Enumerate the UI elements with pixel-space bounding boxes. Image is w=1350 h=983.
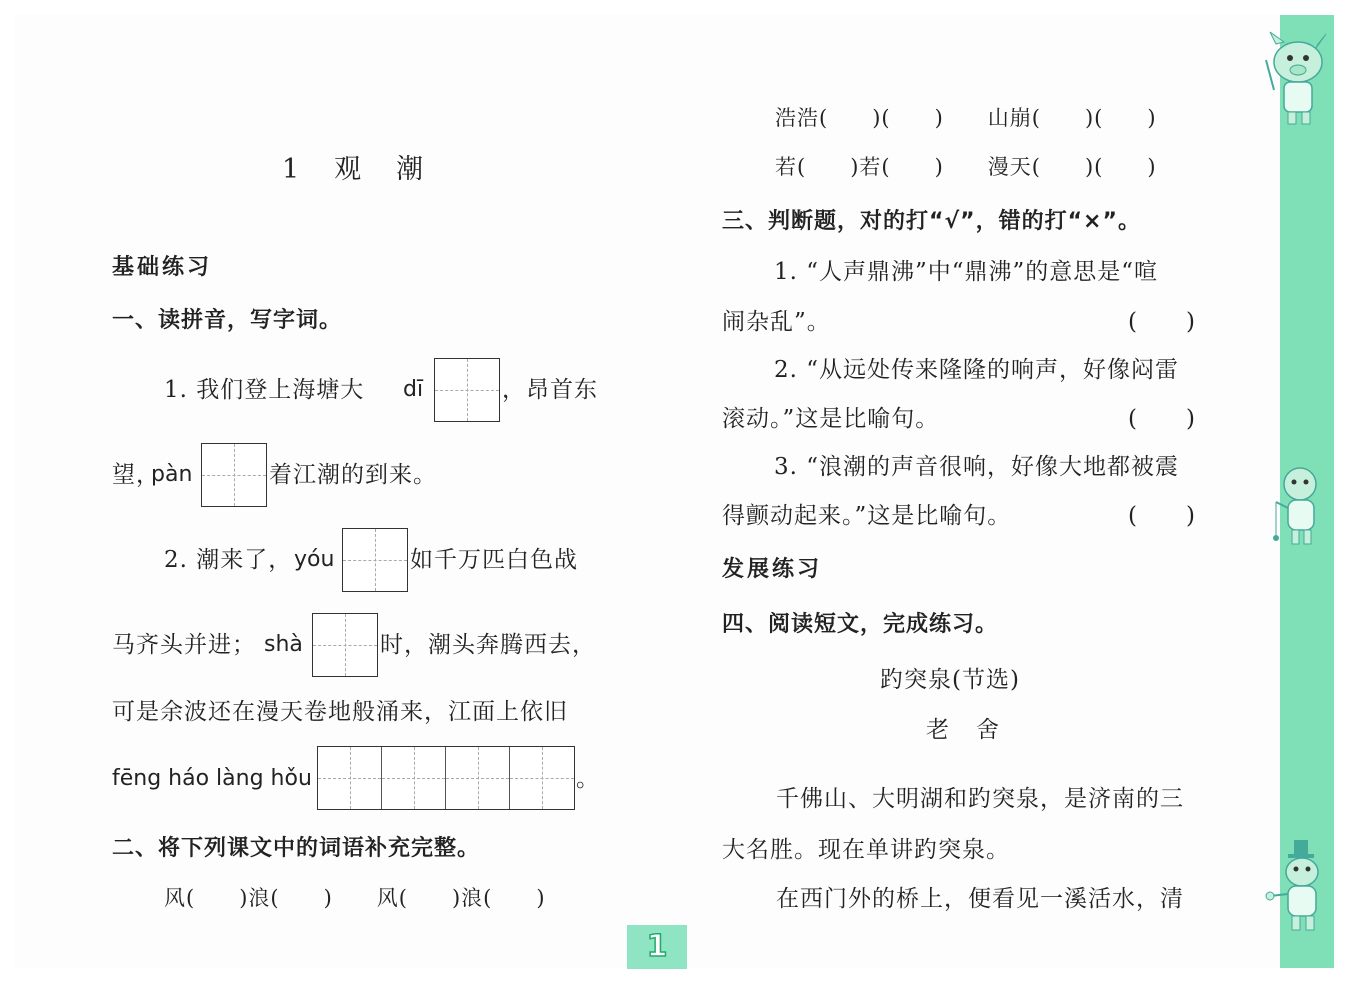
- write-box-sha[interactable]: [312, 613, 378, 677]
- q2-row3[interactable]: 若( )若( ) 漫天( )( ): [775, 155, 1157, 179]
- q2-row2[interactable]: 浩浩( )( ) 山崩( )( ): [775, 106, 1157, 130]
- q1-item2-text-d: 时，潮头奔腾西去，: [380, 632, 596, 658]
- q3-s3-answer[interactable]: ( ): [1128, 503, 1196, 529]
- pig-mascot-icon: [1256, 30, 1336, 130]
- article-author: 老 舍: [926, 717, 1001, 743]
- q3-s2-line2: 滚动。”这是比喻句。: [722, 406, 940, 432]
- q1-item1-text: 1. 我们登上海塘大: [164, 377, 365, 403]
- lesson-title: 1 观 潮: [282, 154, 428, 185]
- q1-item2-text: 2. 潮来了，: [164, 547, 293, 573]
- q3-s3-line2: 得颤动起来。”这是比喻句。: [722, 503, 1012, 529]
- q3-s3-line1: 3. “浪潮的声音很响，好像大地都被震: [774, 454, 1180, 480]
- q3-s1-answer[interactable]: ( ): [1128, 309, 1196, 335]
- pinyin-sha: shà: [264, 632, 303, 657]
- q1-heading: 一、读拼音，写字词。: [112, 308, 343, 333]
- article-p1-line2: 大名胜。现在单讲趵突泉。: [722, 837, 1010, 863]
- article-p1-line1: 千佛山、大明湖和趵突泉，是济南的三: [776, 786, 1184, 812]
- q3-s2-answer[interactable]: ( ): [1128, 406, 1196, 432]
- pinyin-you: yóu: [294, 547, 335, 572]
- write-box-fenghaolanghou[interactable]: [317, 746, 575, 810]
- q3-s1-line1: 1. “人声鼎沸”中“鼎沸”的意思是“喧: [774, 259, 1159, 285]
- q1-item2-text-f: 。: [576, 766, 600, 792]
- q1-item2-text-e: 可是余波还在漫天卷地般涌来，江面上依旧: [112, 699, 568, 725]
- page-number: 1: [646, 929, 668, 964]
- article-title: 趵突泉(节选): [880, 667, 1020, 693]
- dog-mascot-icon: [1262, 836, 1334, 936]
- q1-item2-text-b: 如千万匹白色战: [410, 547, 578, 573]
- pinyin-pan: pàn: [151, 462, 193, 487]
- write-box-di[interactable]: [434, 358, 500, 422]
- monkey-mascot-icon: [1262, 462, 1332, 552]
- pinyin-fenghaolanghou: fēng háo làng hǒu: [112, 766, 312, 791]
- q2-heading: 二、将下列课文中的词语补充完整。: [112, 836, 481, 861]
- write-box-pan[interactable]: [201, 443, 267, 507]
- q3-heading: 三、判断题，对的打“√”，错的打“×”。: [722, 209, 1141, 234]
- pinyin-di: dī: [403, 377, 424, 402]
- write-box-you[interactable]: [342, 528, 408, 592]
- q1-item1-text-b: ，昂首东: [502, 377, 598, 403]
- q1-item1-text-c: 望，: [112, 462, 160, 488]
- q1-item2-text-c: 马齐头并进；: [112, 632, 256, 658]
- q4-heading: 四、阅读短文，完成练习。: [722, 612, 999, 637]
- q3-s1-line2: 闹杂乱”。: [722, 309, 831, 335]
- q2-row1[interactable]: 风( )浪( ) 风( )浪( ): [164, 886, 546, 910]
- section-basic-heading: 基础练习: [112, 255, 213, 280]
- article-p2-line1: 在西门外的桥上，便看见一溪活水，清: [776, 886, 1184, 912]
- page-number-tab: [627, 925, 687, 969]
- q3-s2-line1: 2. “从远处传来隆隆的响声，好像闷雷: [774, 357, 1180, 383]
- q1-item1-text-d: 着江潮的到来。: [269, 462, 437, 488]
- section-dev-heading: 发展练习: [722, 557, 823, 582]
